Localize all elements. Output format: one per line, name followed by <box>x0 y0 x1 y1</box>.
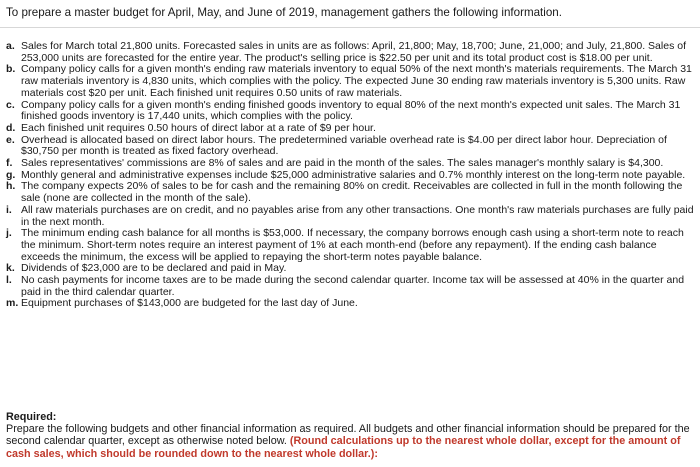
list-item <box>6 158 696 170</box>
divider <box>0 27 700 28</box>
list-item <box>6 100 696 123</box>
item-letter: b. <box>6 63 16 76</box>
item-letter: d. <box>6 121 16 134</box>
item-letter: f. <box>6 157 13 170</box>
list-item <box>6 41 696 64</box>
required-body: Prepare the following budgets and other financial information as required. All budgets and other financial information should be prepared for the second calendar quarter, except as otherwise noted below. <box>6 423 690 448</box>
item-text: Sales representatives' commissions are 8% of sales and are paid in the month of the sales. The sales manager's monthly salary is $4,300. <box>21 157 664 170</box>
item-text: No cash payments for income taxes are to be made during the second calendar quarter. Income tax will be assessed at 40% in the quarter and paid in the third calendar quarter. <box>21 274 685 298</box>
required-label: Required: <box>6 411 57 423</box>
item-text: Overhead is allocated based on direct labor hours. The predetermined variable overhead rate is $4.00 per direct labor hour. Depreciation of $30,750 per month is treated as fixed factory overhead. <box>21 133 667 158</box>
item-letter: a. <box>6 40 15 52</box>
item-text: All raw materials purchases are on credit, and no payables arise from any other transactions. One month's raw materials purchases are fully paid in the next month. <box>21 203 694 228</box>
rounding-note: (Round calculations up to the nearest whole dollar, except for the amount of cash sales, which should be rounded down to the nearest whole dollar.): <box>6 435 681 460</box>
info-list <box>6 41 696 310</box>
list-item <box>6 275 696 298</box>
item-letter: i. <box>6 203 12 216</box>
item-letter: e. <box>6 133 15 146</box>
item-text: The company expects 20% of sales to be for cash and the remaining 80% on credit. Receivables are collected in full in the month following the sale (none are collected in the month of the sale). <box>21 180 683 205</box>
item-text: Company policy calls for a given month's ending raw materials inventory to equal 50% of the next month's materials requirements. The March 31 raw materials inventory is 4,830 units, which complies with the policy. The expected June 30 ending raw materials inventory is 5,300 units. Raw materials cost $20 per unit. Each finished unit requires 0.50 units of raw materials. <box>21 63 692 99</box>
item-text: The minimum ending cash balance for all months is $53,000. If necessary, the company borrows enough cash using a short-term note to reach the minimum. Short-term notes require an interest payment of 1% at each month-end (before any repayment). If the ending cash balance exceeds the minimum, the excess will be applied to repaying the short-term notes payable balance. <box>21 227 684 263</box>
list-item <box>6 123 696 135</box>
item-text: Dividends of $23,000 are to be declared and paid in May. <box>21 262 287 275</box>
list-item <box>6 228 696 263</box>
item-letter: h. <box>6 180 16 193</box>
item-text: Each finished unit requires 0.50 hours of direct labor at a rate of $9 per hour. <box>21 121 376 134</box>
list-item <box>6 135 696 158</box>
list-item <box>6 181 696 204</box>
item-letter: c. <box>6 98 15 111</box>
intro-text: To prepare a master budget for April, May, and June of 2019, management gathers the following information. <box>6 6 562 19</box>
list-item <box>6 64 696 99</box>
item-letter: l. <box>6 274 12 287</box>
item-letter: m. <box>6 297 19 310</box>
item-text: Sales for March total 21,800 units. Forecasted sales in units are as follows: April, 21,800; May, 18,700; June, 21,000; and July, 21,800. Sales of 253,000 units are forecasted for the entire year. The product's selling price is $22.50 per unit and its total product cost is $18.00 per unit. <box>21 40 686 64</box>
item-letter: j. <box>6 227 12 240</box>
list-item <box>6 298 696 310</box>
item-text: Company policy calls for a given month's ending finished goods inventory to equal 80% of the next month's expected unit sales. The March 31 finished goods inventory is 17,440 units, which complies with the policy. <box>21 98 681 123</box>
list-item <box>6 205 696 228</box>
required-section <box>6 411 696 460</box>
item-text: Monthly general and administrative expenses include $25,000 administrative salaries and 0.7% monthly interest on the long-term note payable. <box>21 168 686 181</box>
item-letter: g. <box>6 168 16 181</box>
item-letter: k. <box>6 262 15 275</box>
item-text: Equipment purchases of $143,000 are budgeted for the last day of June. <box>21 297 358 310</box>
